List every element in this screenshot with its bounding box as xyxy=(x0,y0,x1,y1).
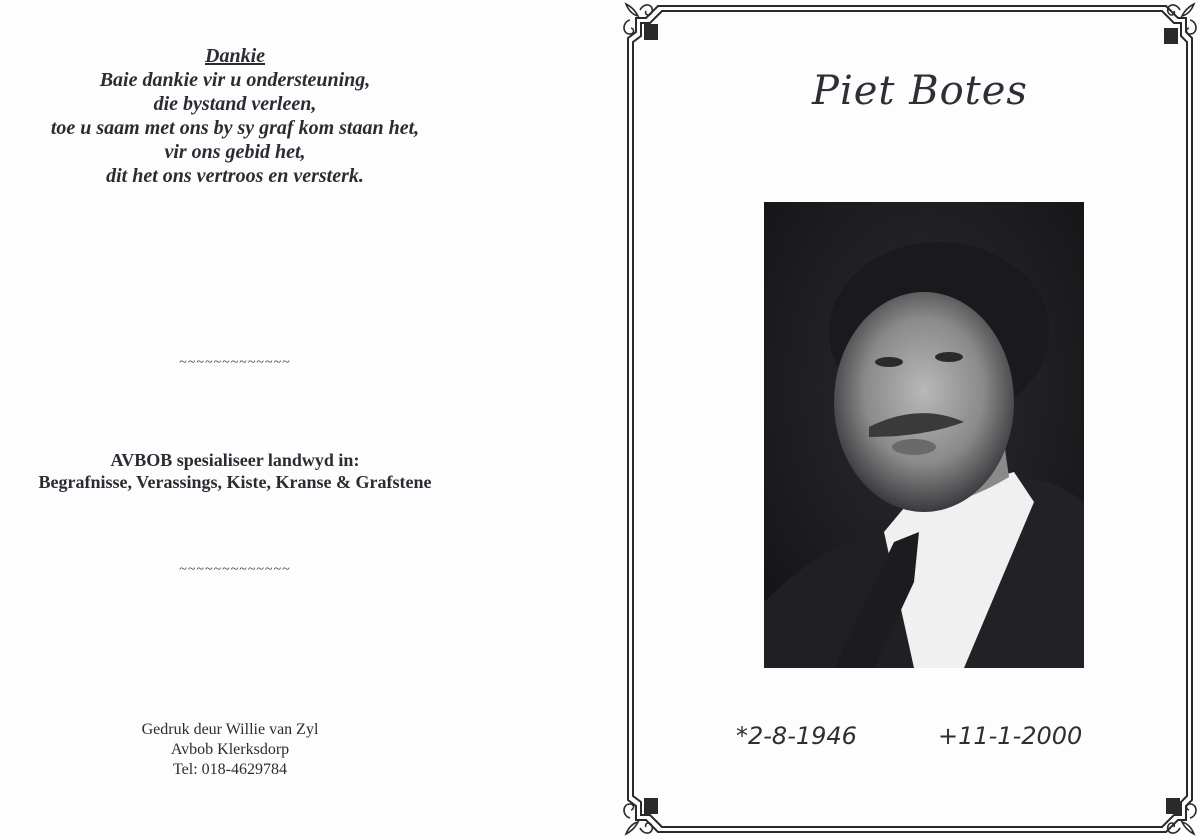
thanks-line: dit het ons vertroos en versterk. xyxy=(106,165,364,187)
thanks-line: vir ons gebid het, xyxy=(164,141,306,163)
avbob-services xyxy=(0,449,470,493)
deceased-name: Piet Botes xyxy=(812,68,1028,114)
thanks-line: Baie dankie vir u ondersteuning, xyxy=(99,69,371,91)
printer-name: Gedruk deur Willie van Zyl xyxy=(141,721,319,738)
portrait-photo xyxy=(764,202,1084,668)
thanks-message xyxy=(0,44,470,188)
avbob-services-list: Begrafnisse, Verassings, Kiste, Kranse & Grafstene xyxy=(38,472,432,492)
tilde-divider: ~~~~~~~~~~~~~ xyxy=(179,562,291,577)
thanks-line: die bystand verleen, xyxy=(153,93,317,115)
printer-branch: Avbob Klerksdorp xyxy=(170,741,290,758)
thanks-line: toe u saam met ons by sy graf kom staan het, xyxy=(50,117,420,139)
printer-phone: Tel: 018-4629784 xyxy=(173,761,287,778)
life-dates xyxy=(736,722,1116,750)
right-page xyxy=(600,0,1200,838)
death-date: +11-1-2000 xyxy=(938,722,1083,750)
portrait-icon xyxy=(764,202,1084,668)
birth-date: *2-8-1946 xyxy=(736,722,857,750)
printer-credit xyxy=(90,720,370,780)
thanks-title: Dankie xyxy=(205,45,265,67)
tilde-divider: ~~~~~~~~~~~~~ xyxy=(179,355,291,370)
avbob-heading: AVBOB spesialiseer landwyd in: xyxy=(110,450,360,470)
